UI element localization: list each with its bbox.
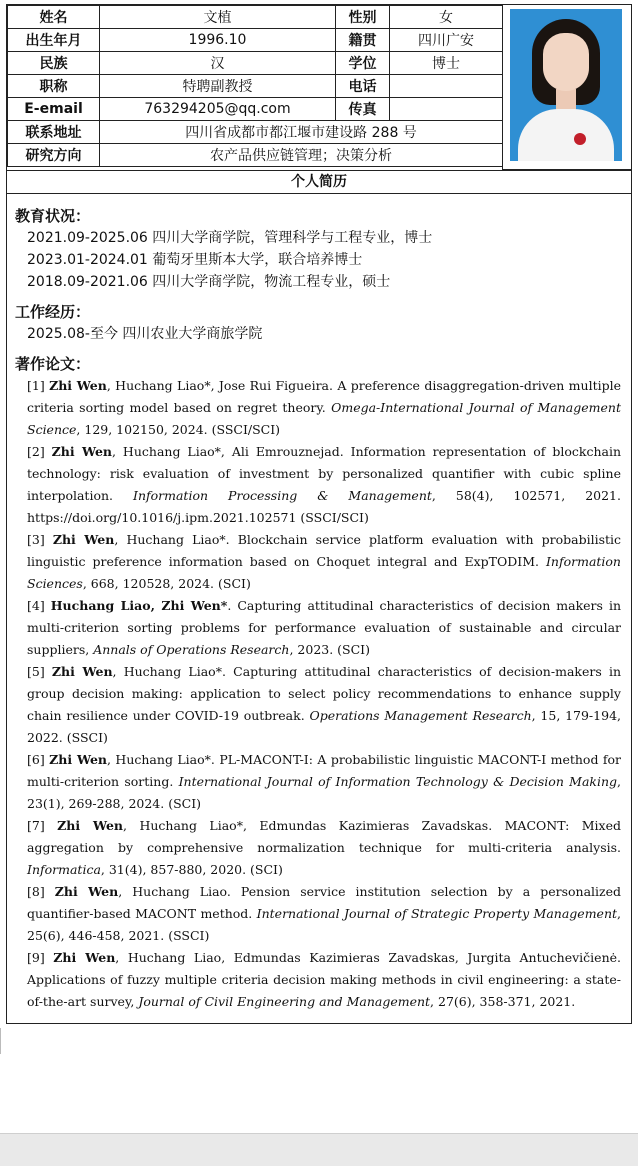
profile-table — [7, 5, 503, 167]
publication-lead-author: Zhi Wen — [57, 818, 124, 833]
birth-label: 出生年月 — [8, 29, 100, 52]
publication-number: [7] — [27, 818, 58, 833]
publication-item — [15, 661, 621, 749]
publication-details: , 31(4), 857-880, 2020. (SCI) — [100, 862, 283, 877]
publication-title: Capturing attitudinal characteristics of decision makers in multi-criterion sorting problems for performance evaluation of sustainable and circular suppliers, — [27, 598, 622, 657]
publication-title: Blockchain service platform evaluation with probabilistic linguistic preference information based on Choquet integral and ExpTODIM. — [27, 532, 622, 569]
publication-item — [15, 529, 621, 595]
gender-value: 女 — [390, 6, 503, 29]
publication-details: , 129, 102150, 2024. (SSCI/SCI) — [76, 422, 281, 437]
publication-authors: , Huchang Liao*, Edmundas Kazimieras Zavadskas. — [123, 818, 505, 833]
origin-value: 四川广安 — [390, 29, 503, 52]
education-item: 2021.09-2025.06 四川大学商学院，管理科学与工程专业，博士 — [27, 230, 433, 246]
publication-details: , 25(6), 446-458, 2021. (SSCI) — [27, 906, 621, 943]
publication-authors: , Huchang Liao*. — [114, 532, 238, 547]
publications-heading: 著作论文： — [15, 355, 91, 373]
title-label: 职称 — [8, 75, 100, 98]
publication-list — [15, 375, 621, 1013]
publication-number: [3] — [27, 532, 53, 547]
publication-authors: , Huchang Liao. — [118, 884, 241, 899]
publication-title: A preference disaggregation-driven multiple criteria sorting model based on regret theory. — [27, 378, 622, 415]
publication-authors: , Huchang Liao*. — [107, 752, 220, 767]
research-value: 农产品供应链管理；决策分析 — [100, 144, 503, 167]
research-label: 研究方向 — [8, 144, 100, 167]
publication-details: , 2023. (SCI) — [289, 642, 370, 657]
publication-lead-author: Zhi Wen — [51, 444, 113, 459]
publication-title: Capturing attitudinal characteristics of decision-makers in group decision making: application to select policy recommendations to enhance supply chain resilience under COVID-19 outbreak. — [27, 664, 622, 723]
publication-item — [15, 749, 621, 815]
publication-details: , 668, 120528, 2024. (SCI) — [82, 576, 251, 591]
publication-title: MACONT: Mixed aggregation by comprehensive normalization technique for multi-criteria analysis. — [27, 818, 622, 855]
publication-lead-author: Zhi Wen — [49, 378, 107, 393]
publication-lead-author: Zhi Wen — [51, 664, 113, 679]
address-value: 四川省成都市都江堰市建设路 288 号 — [100, 121, 503, 144]
page-crop-mark-left — [0, 1028, 15, 1054]
publication-details: , 23(1), 269-288, 2024. (SCI) — [27, 774, 622, 811]
publication-title: PL-MACONT-I: A probabilistic linguistic MACONT-I method for multi-criterion sorting. — [27, 752, 622, 789]
email-value: 763294205@qq.com — [100, 98, 336, 121]
title-value: 特聘副教授 — [100, 75, 336, 98]
publication-details: , 27(6), 358-371, 2021. — [430, 994, 576, 1009]
publication-number: [9] — [27, 950, 54, 965]
publication-title: Information representation of blockchain technology: risk evaluation of investment by personalized quantifier with cubic spline interpolation. — [27, 444, 621, 503]
publication-number: [4] — [27, 598, 51, 613]
phone-label: 电话 — [336, 75, 390, 98]
publication-journal: Informatica — [27, 862, 101, 877]
publication-lead-author: Zhi Wen — [49, 752, 108, 767]
publication-journal: Journal of Civil Engineering and Management — [138, 994, 431, 1009]
publication-journal: Information Sciences — [27, 554, 621, 591]
name-label: 姓名 — [8, 6, 100, 29]
publication-number: [8] — [27, 884, 55, 899]
photo-rose-brooch — [574, 133, 586, 145]
publication-title: Pension service institution selection by a personalized quantifier-based MACONT method. — [27, 884, 621, 921]
publication-details: , 15, 179-194, 2022. (SSCI) — [27, 708, 621, 745]
publication-journal: Omega-International Journal of Management Science — [27, 400, 621, 437]
resume-document — [6, 4, 632, 1024]
education-heading: 教育状况： — [15, 207, 91, 225]
ethnicity-label: 民族 — [8, 52, 100, 75]
photo-face — [543, 33, 589, 91]
publication-lead-author: Zhi Wen — [54, 884, 119, 899]
publication-details: , 58(4), 102571, 2021. https://doi.org/10.1016/j.ipm.2021.102571 (SSCI/SCI) — [27, 488, 621, 525]
publication-lead-author: Zhi Wen — [52, 532, 115, 547]
status-bar — [0, 1133, 638, 1166]
degree-value: 博士 — [390, 52, 503, 75]
publication-authors: , Huchang Liao, Edmundas Kazimieras Zavadskas, Jurgita Antuchevičienė. — [115, 950, 621, 965]
publication-journal: International Journal of Information Technology & Decision Making — [178, 774, 618, 789]
publication-lead-author: Zhi Wen — [53, 950, 116, 965]
publication-lead-author: Huchang Liao, Zhi Wen* — [50, 598, 228, 613]
publication-journal: International Journal of Strategic Property Management — [256, 906, 618, 921]
ethnicity-value: 汉 — [100, 52, 336, 75]
education-item: 2018.09-2021.06 四川大学商学院，物流工程专业，硕士 — [27, 274, 391, 290]
publication-authors: , Huchang Liao*. — [112, 664, 234, 679]
page-crop-mark-right — [624, 1028, 638, 1054]
publication-number: [6] — [27, 752, 50, 767]
publication-number: [5] — [27, 664, 52, 679]
publication-journal: Annals of Operations Research — [93, 642, 290, 657]
birth-value: 1996.10 — [100, 29, 336, 52]
profile-photo — [510, 9, 622, 161]
photo-cell — [502, 5, 631, 170]
publication-authors: , Huchang Liao*, Jose Rui Figueira. — [106, 378, 338, 393]
publication-authors: , Huchang Liao*, Ali Emrouznejad. — [112, 444, 351, 459]
email-label: E-email — [8, 98, 100, 121]
publication-authors: . — [227, 598, 238, 613]
publication-item — [15, 815, 621, 881]
gender-label: 性别 — [336, 6, 390, 29]
phone-value — [390, 75, 503, 98]
publication-item — [15, 595, 621, 661]
fax-label: 传真 — [336, 98, 390, 121]
resume-content — [15, 205, 621, 1013]
publication-number: [1] — [27, 378, 50, 393]
education-item: 2023.01-2024.01 葡萄牙里斯本大学，联合培养博士 — [27, 252, 363, 268]
fax-value — [390, 98, 503, 121]
publication-item — [15, 441, 621, 529]
publication-journal: Information Processing & Management — [133, 488, 432, 503]
address-label: 联系地址 — [8, 121, 100, 144]
name-value: 文植 — [100, 6, 336, 29]
degree-label: 学位 — [336, 52, 390, 75]
origin-label: 籍贯 — [336, 29, 390, 52]
publication-title: Applications of fuzzy multiple criteria decision making methods in civil engineering: a state-of-the-art survey, — [27, 972, 621, 1009]
publication-item — [15, 375, 621, 441]
publication-number: [2] — [27, 444, 52, 459]
work-item: 2025.08-至今 四川农业大学商旅学院 — [27, 326, 263, 342]
resume-heading: 个人简历 — [7, 170, 631, 194]
publication-item — [15, 947, 621, 1013]
work-heading: 工作经历： — [15, 303, 91, 321]
publication-journal: Operations Management Research — [309, 708, 532, 723]
publication-item — [15, 881, 621, 947]
photo-shirt — [518, 109, 614, 161]
